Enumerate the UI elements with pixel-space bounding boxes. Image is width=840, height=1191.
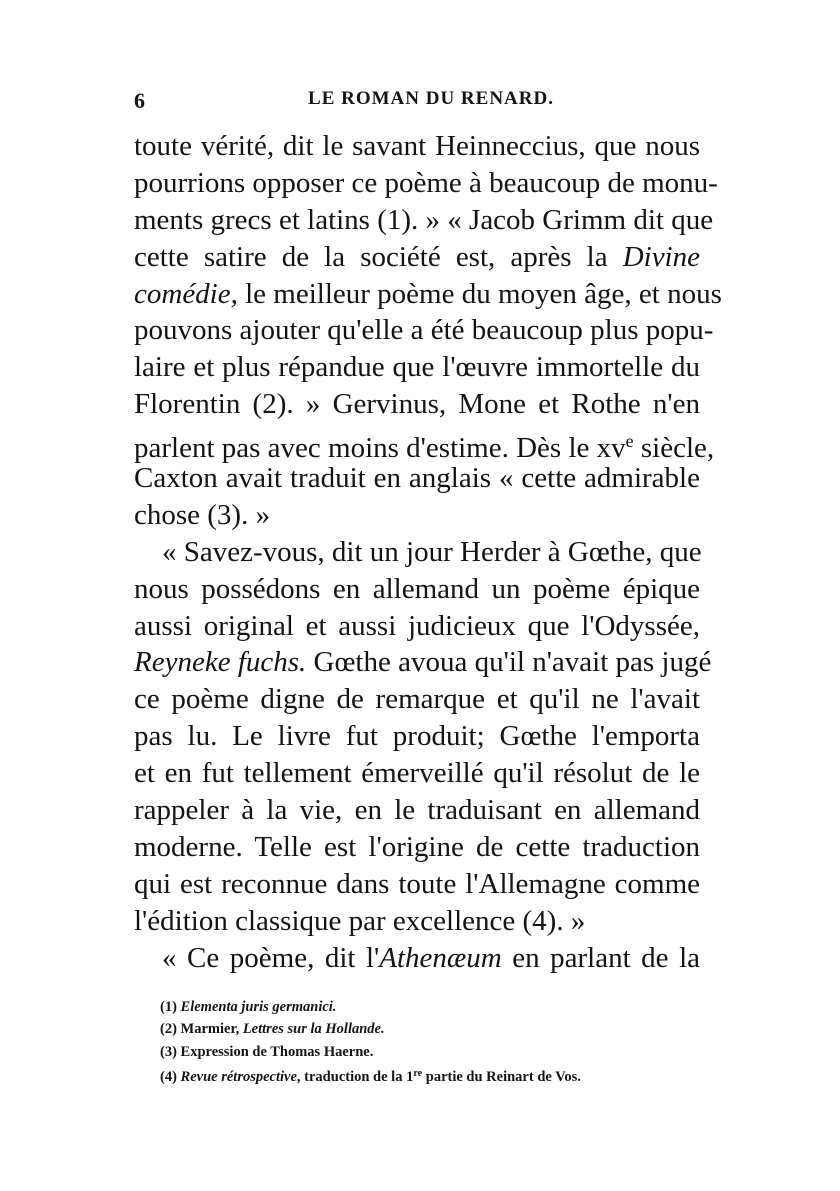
text-segment: Gœthe avoua qu'il n'avait pas jugé bbox=[306, 646, 712, 679]
page-number: 6 bbox=[134, 88, 145, 113]
text-line: Caxton avait traduit en anglais « cette admirable bbox=[134, 462, 700, 495]
body-text bbox=[134, 128, 722, 976]
footnote-text: partie du Reinart de Vos. bbox=[422, 1068, 581, 1085]
text-line: nous possédons en allemand un poème épique bbox=[134, 572, 700, 605]
footnote-text: , traduction de la 1 bbox=[296, 1068, 414, 1085]
italic-title: Athenæum bbox=[379, 941, 502, 974]
superscript: re bbox=[413, 1067, 423, 1079]
text-line bbox=[134, 276, 722, 313]
footnote-title: Elementa juris germanici. bbox=[180, 999, 337, 1015]
running-title: LE ROMAN DU RENARD. bbox=[308, 88, 554, 109]
footnotes bbox=[160, 996, 720, 1088]
text-line: pourrions opposer ce poème à beaucoup de monu- bbox=[134, 166, 718, 199]
text-line: l'édition classique par excellence (4). » bbox=[134, 904, 586, 937]
text-line: pouvons ajouter qu'elle a été beaucoup plus popu- bbox=[134, 314, 714, 347]
text-segment: le meilleur poème du moyen âge, et nous bbox=[237, 277, 722, 310]
text-line: ce poème digne de remarque et qu'il ne l'avait bbox=[134, 683, 700, 716]
text-line: laire et plus répandue que l'œuvre immortelle du bbox=[134, 351, 700, 384]
text-segment: « Ce poème, dit l' bbox=[162, 941, 380, 974]
text-segment: parlent pas avec moins d'estime. Dès le xv bbox=[134, 432, 626, 464]
text-segment: cette satire de la société est, après la bbox=[134, 240, 623, 273]
text-line: pas lu. Le livre fut produit; Gœthe l'emporta bbox=[134, 720, 700, 753]
footnote-title: Lettres sur la Hollande. bbox=[242, 1021, 385, 1038]
text-line: aussi original et aussi judicieux que l'Odyssée, bbox=[134, 609, 700, 642]
text-line bbox=[134, 644, 712, 681]
text-line: « Savez-vous, dit un jour Herder à Gœthe, que bbox=[162, 535, 702, 568]
text-line: Florentin (2). » Gervinus, Mone et Rothe n'en bbox=[134, 388, 700, 421]
text-line bbox=[134, 423, 715, 464]
text-line bbox=[134, 239, 700, 276]
footnote-author: Marmier, bbox=[180, 1021, 243, 1038]
footnote-4 bbox=[160, 1063, 720, 1088]
text-line: toute vérité, dit le savant Heinneccius, que nous bbox=[134, 130, 700, 162]
footnote-marker: (4) bbox=[160, 1068, 181, 1085]
text-line: et en fut tellement émerveillé qu'il résolut de le bbox=[134, 757, 700, 790]
italic-title: Divine bbox=[622, 240, 700, 273]
text-line: moderne. Telle est l'origine de cette traduction bbox=[134, 830, 700, 863]
footnote-marker: (1) bbox=[160, 999, 181, 1015]
footnote-3: (3) Expression de Thomas Haerne. bbox=[160, 1043, 374, 1060]
italic-title: Reyneke fuchs. bbox=[134, 646, 307, 679]
text-line: chose (3). » bbox=[134, 498, 271, 531]
superscript: e bbox=[625, 431, 634, 452]
text-line bbox=[134, 940, 700, 977]
footnote-title: Revue rétrospective bbox=[180, 1068, 297, 1085]
text-segment: en parlant de la bbox=[501, 941, 700, 974]
text-line: rappeler à la vie, en le traduisant en allemand bbox=[134, 794, 700, 827]
italic-title: comédie, bbox=[134, 277, 238, 310]
text-line: ments grecs et latins (1). » « Jacob Grimm dit que bbox=[134, 203, 714, 236]
footnote-marker: (2) bbox=[160, 1021, 181, 1038]
footnote-2 bbox=[160, 1018, 720, 1040]
text-line: qui est reconnue dans toute l'Allemagne comme bbox=[134, 867, 700, 900]
text-segment: siècle, bbox=[633, 432, 715, 464]
footnote-1 bbox=[160, 996, 720, 1018]
